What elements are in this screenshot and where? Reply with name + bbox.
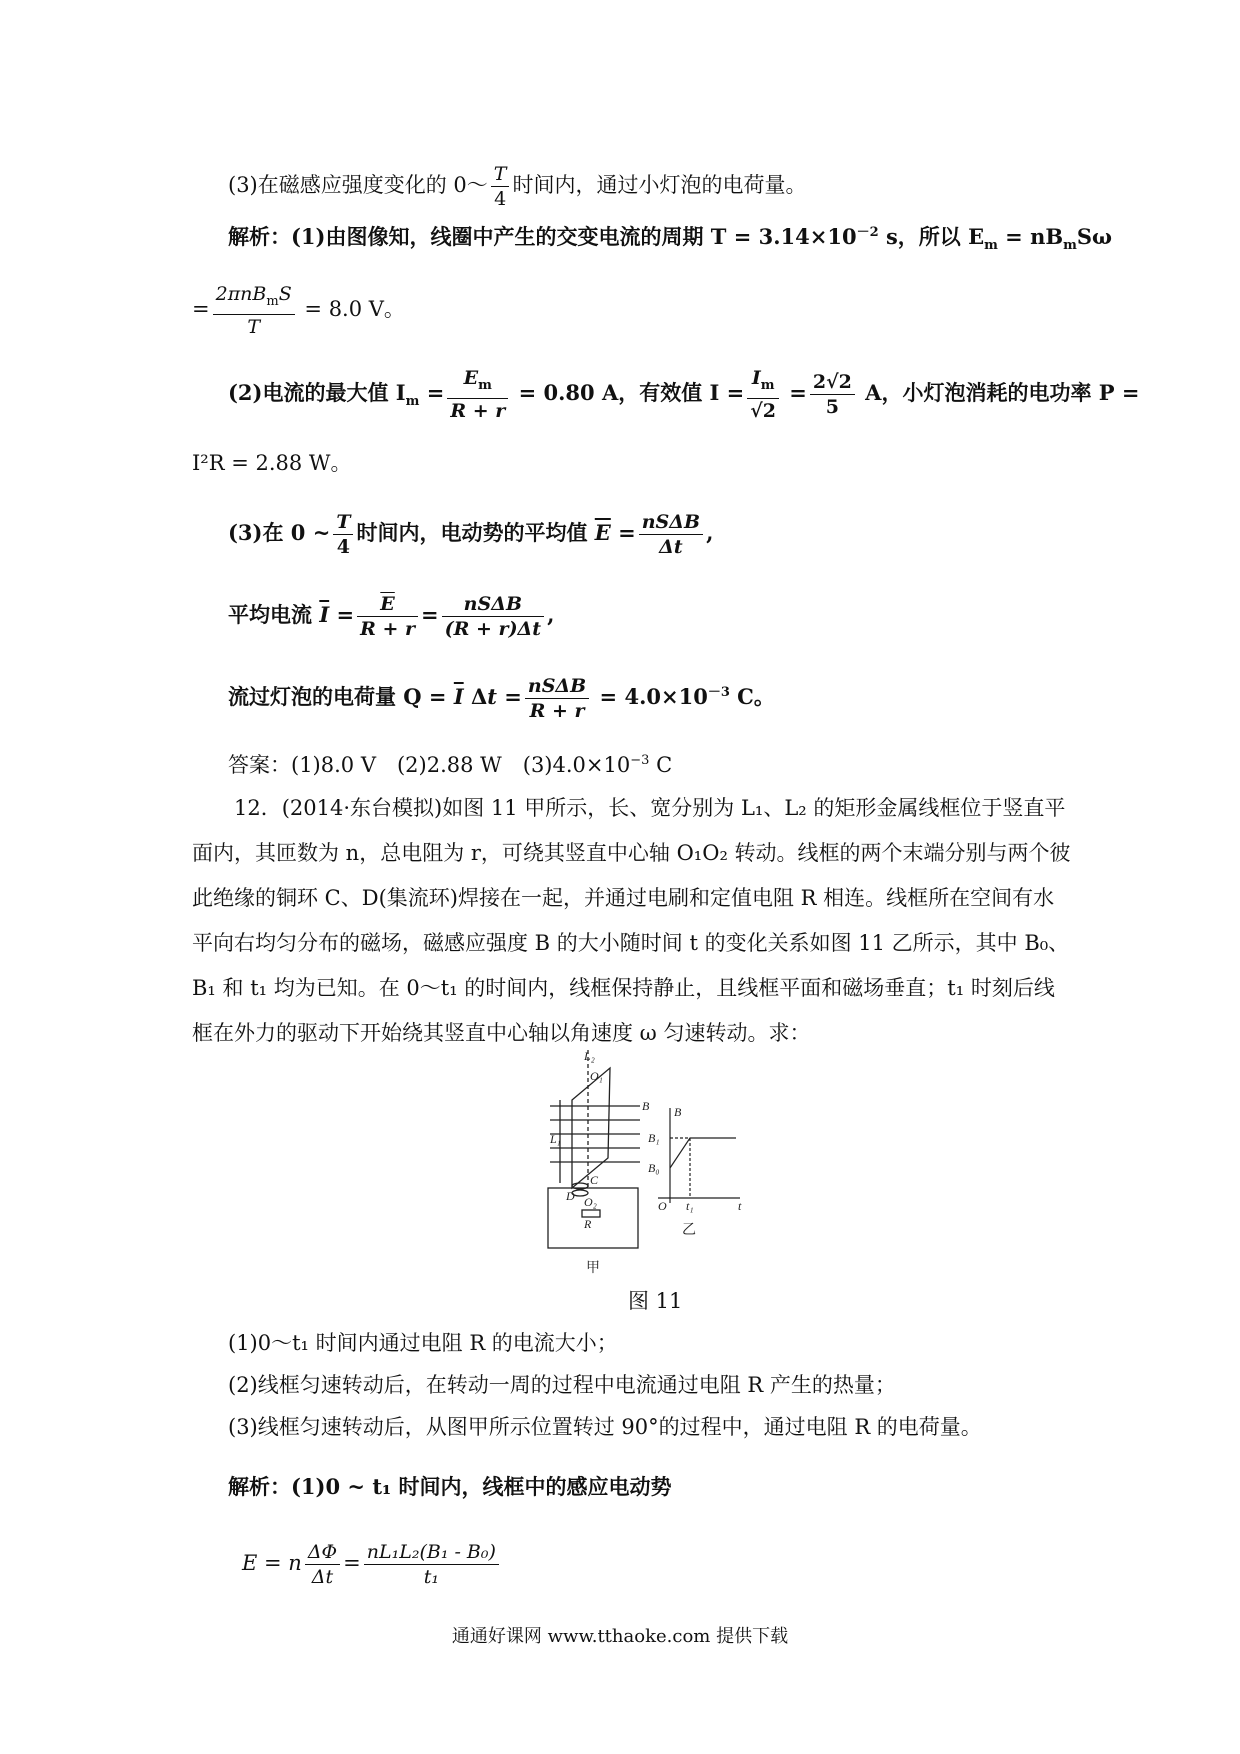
label-o2: O₂ — [584, 1195, 597, 1209]
frac-num — [213, 282, 295, 315]
frac-den: t₁ — [423, 1566, 439, 1588]
question-3-line — [228, 162, 806, 211]
frac-num: 2√2 — [810, 370, 855, 395]
frac-num: T — [333, 510, 353, 535]
fraction-nsdb-over-dt — [639, 510, 703, 559]
frac-num: nSΔB — [525, 674, 589, 699]
question-12-1: (1)0～t₁ 时间内通过电阻 R 的电流大小； — [228, 1331, 618, 1355]
frac-den: (R + r)Δt — [444, 618, 542, 640]
answer-text: 答案：(1)8.0 V (2)2.88 W (3)4.0×10 — [228, 753, 631, 777]
frac-num-text: 2πnB — [215, 283, 267, 305]
fraction-nsdb-over-rrdt — [442, 592, 544, 641]
frac-num-sub: m — [478, 377, 492, 393]
figure-yi — [658, 1108, 740, 1203]
solution-line-1 — [228, 218, 1112, 261]
equals-sign: = — [192, 296, 210, 321]
avg-current-line: 平均电流 $\overline{I}$ = $\frac{\overline{E}}{R + r}$ = $\frac{\text{nSΔB}}{(R + r)\Delta t}$ , — [228, 593, 555, 640]
avg-current-label: 平均电流 — [228, 602, 312, 627]
fraction-nsdb-over-rr — [525, 674, 589, 723]
label-t1: t₁ — [686, 1199, 694, 1213]
part-2-text-b: = 0.80 A，有效值 I = — [511, 379, 745, 405]
avg-i-symbol: $\overline{I}$ — [319, 602, 330, 627]
label-b1: B₁ — [648, 1131, 660, 1145]
avg-i-symbol-2: $\overline{I}$ — [453, 684, 464, 709]
coil-frame — [572, 1068, 610, 1188]
fraction-t-over-4 — [491, 162, 510, 211]
subscript-m-2: m — [1063, 238, 1077, 254]
label-origin: O — [658, 1199, 667, 1213]
solution-line-2 — [192, 282, 405, 339]
solution-1-text-d: Sω — [1076, 224, 1113, 249]
resistor-r — [582, 1210, 600, 1217]
q3-text-end: 时间内，通过小灯泡的电荷量。 — [512, 173, 807, 197]
fraction-emf — [364, 1540, 499, 1589]
part-2-text: (2)电流的最大值 I — [228, 379, 406, 405]
page-footer: 通通好课网 www.tthaoke.com 提供下载 — [451, 1626, 789, 1647]
label-jia: 甲 — [586, 1260, 600, 1276]
frac-num: nL₁L₂(B₁ - B₀) — [364, 1540, 499, 1565]
problem-12-paragraph: 12．(2014·东台模拟)如图 11 甲所示，长、宽分别为 L₁、L₂ 的矩形金属线框位于竖直平面内，其匝数为 n，总电阻为 r，可绕其竖直中心轴 O₁O₂ 转动。线框的两个末端分别与两个彼此绝缘的铜环 C、D(集流环)焊接在一起，并通过电刷和定值电阻 R 相连。线框所在空间有水平向右均匀分布的磁场，磁感应强度 B 的大小随时间 t 的变化关系如图 11 乙所示，其中 B₀、B₁ 和 t₁ 均为已知。在 0～t₁ 的时间内，线框保持静止，且线框平面和磁场垂直；t₁ 时刻后线框在外力的驱动下开始绕其竖直中心轴以角速度 ω 匀速转动。求： — [192, 796, 1071, 1045]
equation-12: E = n $\frac{\Delta\Phi}{\Delta t}$ = $\frac{\text{nL₁L₂(B₁ - B₀)}}{\text{t₁}}$ — [242, 1540, 502, 1589]
frac-den: R + r — [529, 700, 585, 722]
solution-1-text: 解析：(1)由图像知，线圈中产生的交变电流的周期 T = 3.14×10 — [228, 224, 857, 249]
fraction-im-over-sqrt2 — [747, 366, 779, 423]
label-d: D — [566, 1189, 575, 1203]
frac-num-tail: S — [278, 283, 292, 305]
frac-den: R + r — [450, 399, 506, 422]
label-b0: B₀ — [648, 1161, 660, 1175]
solution-1-text-c: = nB — [997, 224, 1064, 249]
frac-num: $I_m$ — [747, 366, 779, 399]
fraction-em-over-rr — [447, 366, 508, 423]
equation-lhs: E = n — [242, 1551, 302, 1575]
question-12-3: (3)线框匀速转动后，从图甲所示位置转过 90°的过程中，通过电阻 R 的电荷量。 — [228, 1415, 982, 1439]
figure-11 — [540, 1038, 760, 1278]
frac-den: 5 — [825, 395, 839, 418]
frac-num-sub: m — [266, 293, 279, 309]
frac-den-sqrt2: √2 — [750, 399, 776, 422]
frac-den: 4 — [494, 188, 507, 210]
charge-label: 流过灯泡的电荷量 Q = — [228, 684, 447, 709]
label-c: C — [590, 1173, 599, 1187]
q3-text-start: (3)在磁感应强度变化的 0～ — [228, 173, 488, 197]
frac-num-sub: m — [760, 377, 775, 393]
charge-line: 流过灯泡的电荷量 $Q = \overline{I}$ Δt = $\frac{\text{nSΔB}}{R + r}$ = $4.0\times 10^{-3}$ C。 — [228, 675, 775, 722]
fraction-dphi-dt — [305, 1540, 340, 1589]
label-yi: 乙 — [682, 1222, 696, 1238]
frac-num: T — [491, 162, 510, 187]
label-b-field: B — [642, 1099, 650, 1113]
label-t-axis: t — [738, 1199, 742, 1213]
fraction-2pi — [213, 282, 295, 339]
frac-num — [447, 366, 508, 399]
label-l1: L₁ — [550, 1132, 561, 1146]
frac-den: Δt — [311, 1566, 334, 1588]
part-3-text: (3)在 0 ~ — [228, 520, 331, 545]
part-3-line: (3)在 0 ~ $\frac{T}{4}$ 时间内，电动势的平均值 $\overline{E}$ = $\frac{\text{nSΔB}}{\Delta t}$ , — [228, 511, 714, 558]
subscript-m: m — [984, 238, 998, 254]
label-o1: O₁ — [590, 1069, 603, 1083]
frac-den: 4 — [336, 536, 351, 558]
frac-den: T — [247, 315, 261, 338]
figure-caption: 图 11 — [628, 1289, 683, 1313]
charge-unit: C。 — [729, 684, 775, 709]
frac-num: ΔΦ — [305, 1540, 340, 1565]
fraction-2sqrt2-over-5 — [810, 370, 855, 419]
fraction-t-over-4-b — [333, 510, 353, 559]
label-r: R — [584, 1217, 592, 1231]
solution-1-text-b: s，所以 E — [878, 224, 985, 249]
frac-den: R + r — [360, 618, 416, 640]
part-2-text-c: A，小灯泡消耗的电功率 P = — [865, 379, 1140, 405]
answer-exponent: −3 — [630, 753, 650, 768]
frac-num-text: E — [463, 367, 479, 389]
avg-e-symbol: $\overline{E}$ — [594, 520, 611, 545]
part-2-line: (2)电流的最大值 $I_m$ = $\frac{E_m}{R + r}$ = 0.80 A，有效值 I = $\frac{I_m}{√2}$ = $\frac{2√2}{5}$ A，小灯泡消耗的电功率 P = — [228, 367, 1140, 422]
field-arrows — [550, 1106, 640, 1162]
solution-12-line: 解析：(1)0 ~ t₁ 时间内，线框中的感应电动势 — [228, 1474, 672, 1499]
frac-den: Δt — [659, 536, 683, 558]
label-l2: L₂ — [584, 1049, 595, 1063]
subscript-m-3: m — [405, 394, 420, 410]
question-12-2: (2)线框匀速转动后，在转动一周的过程中电流通过电阻 R 产生的热量； — [228, 1373, 896, 1397]
part-3-text-b: 时间内，电动势的平均值 — [356, 520, 588, 545]
solution-2-tail: = 8.0 V。 — [297, 296, 405, 321]
label-b-axis: B — [674, 1105, 682, 1119]
solution-1-exponent: －2 — [856, 225, 879, 240]
answer-unit: C — [649, 753, 673, 777]
fraction-e-over-rr — [357, 592, 418, 641]
charge-tail: = 4.0×10 — [592, 684, 708, 709]
answer-line — [228, 746, 672, 780]
b-curve — [670, 1138, 736, 1168]
frac-num: nSΔB — [442, 592, 544, 617]
part-2-result: I²R = 2.88 W。 — [192, 451, 352, 475]
frac-num: nSΔB — [639, 510, 703, 535]
charge-exponent: －3 — [707, 685, 730, 700]
part-2-line-2 — [192, 448, 352, 478]
frac-num: $\overline{E}$ — [357, 592, 418, 617]
